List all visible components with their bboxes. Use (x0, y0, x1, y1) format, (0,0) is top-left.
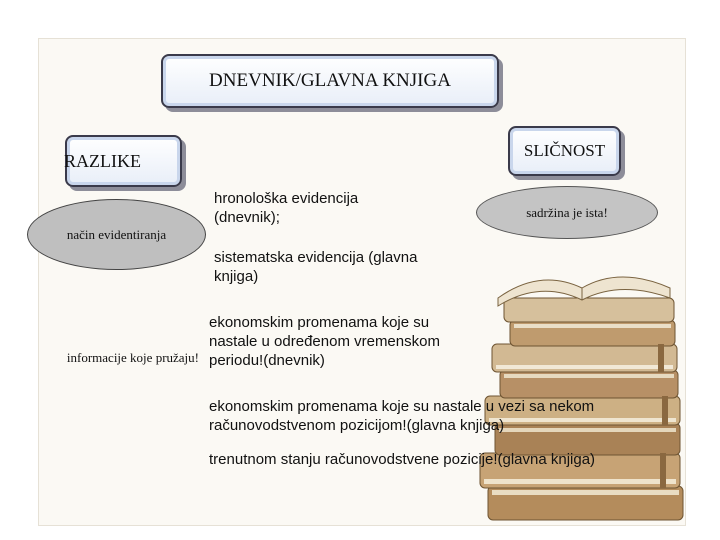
information-label-box (33, 348, 199, 368)
page-title: DNEVNIK/GLAVNA KNJIGA (209, 70, 451, 91)
systematic-text: sistematska evidencija (glavna knjiga) (214, 249, 418, 285)
method-oval-label: način evidentiranja (66, 226, 167, 242)
content-same-label: sadržina je ista! (526, 204, 608, 220)
current-state-text: trenutnom stanju računovodstvene pozicije!(glavna knjiga) (209, 451, 596, 468)
title-box (161, 54, 499, 108)
economic-changes-journal-text: ekonomskim promenama koje su nastale u određenom vremenskom periodu!(dnevnik) (209, 314, 440, 369)
content-same-oval (476, 186, 658, 239)
chronological-text: hronološka evidencija (dnevnik); (214, 190, 359, 226)
differences-heading: RAZLIKE (64, 150, 141, 171)
stack-of-books-image (470, 258, 690, 523)
similarity-heading: SLIČNOST (523, 141, 606, 160)
similarity-heading-box (508, 126, 621, 176)
method-oval (27, 199, 206, 270)
differences-heading-box (65, 135, 182, 187)
information-label: informacije koje pružaju! (66, 350, 199, 365)
economic-changes-ledger-text: ekonomskim promenama koje su nastale u vezi sa nekom računovodstvenom pozicijom!(glavna knjiga) (209, 398, 595, 434)
